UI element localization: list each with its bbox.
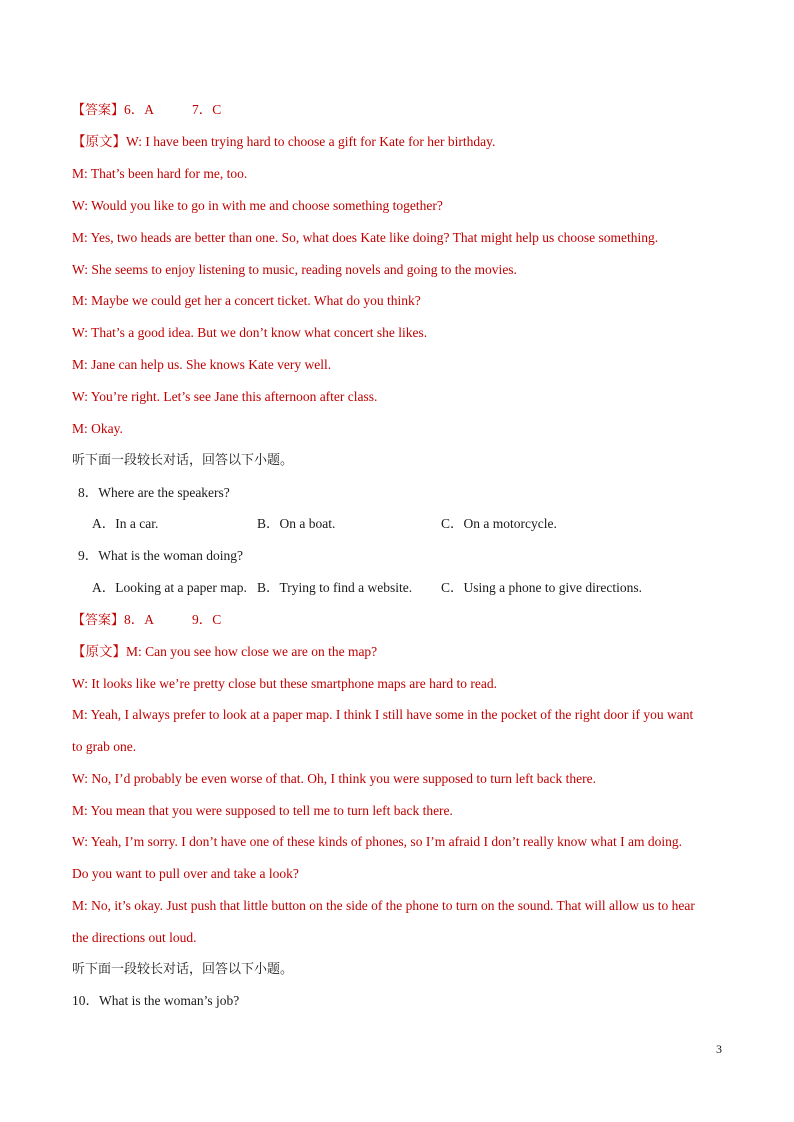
transcript-line: M: No, it’s okay. Just push that little button on the side of the phone to turn on the sound. That will allow us to hear <box>72 898 695 913</box>
transcript-line: Do you want to pull over and take a look? <box>72 866 299 881</box>
answer-9: 9．C <box>192 612 222 627</box>
answer-tag: 【答案】 <box>72 103 125 118</box>
transcript-line: M: Yes, two heads are better than one. So, what does Kate like doing? That might help us choose something. <box>72 230 659 245</box>
option-9b: B．Trying to find a website. <box>257 580 413 595</box>
answer-7: 7．C <box>192 102 222 117</box>
transcript-line: W: She seems to enjoy listening to music, reading novels and going to the movies. <box>72 262 517 277</box>
question-8: 8．Where are the speakers? <box>78 485 230 500</box>
transcript-line: W: Would you like to go in with me and choose something together? <box>72 198 443 213</box>
transcript-line: the directions out loud. <box>72 930 197 945</box>
answer-line-6-7 <box>72 101 221 120</box>
option-9c: C．Using a phone to give directions. <box>441 580 642 595</box>
answer-6: 6．A <box>124 102 155 117</box>
option-8b: B．On a boat. <box>257 516 336 531</box>
transcript-line: W: You’re right. Let’s see Jane this afternoon after class. <box>72 389 378 404</box>
option-8a: A．In a car. <box>92 516 159 531</box>
instruction: 听下面一段较长对话，回答以下小题。 <box>72 453 294 468</box>
instruction: 听下面一段较长对话，回答以下小题。 <box>72 962 294 977</box>
transcript-line: M: Okay. <box>72 421 123 436</box>
answer-tag: 【答案】 <box>72 613 125 628</box>
option-8c: C．On a motorcycle. <box>441 516 557 531</box>
transcript-line: M: Maybe we could get her a concert ticket. What do you think? <box>72 293 421 308</box>
transcript-line: W: No, I’d probably be even worse of that. Oh, I think you were supposed to turn left back there. <box>72 771 596 786</box>
yuanwen-tag: 【原文】 <box>72 644 126 659</box>
transcript-line: W: Yeah, I’m sorry. I don’t have one of these kinds of phones, so I’m afraid I don’t really know what I am doing. <box>72 834 682 849</box>
question-9: 9．What is the woman doing? <box>78 548 243 563</box>
transcript-line: M: That’s been hard for me, too. <box>72 166 248 181</box>
answer-8: 8．A <box>124 612 155 627</box>
question-10: 10．What is the woman’s job? <box>72 993 240 1008</box>
transcript-line: W: It looks like we’re pretty close but these smartphone maps are hard to read. <box>72 676 497 691</box>
page-number: 3 <box>716 1042 722 1056</box>
transcript-line: W: That’s a good idea. But we don’t know what concert she likes. <box>72 325 428 340</box>
yuanwen-tag: 【原文】 <box>72 134 126 149</box>
transcript-line: M: Jane can help us. She knows Kate very well. <box>72 357 332 372</box>
option-9a: A．Looking at a paper map. <box>92 580 247 595</box>
answer-line-8-9 <box>72 611 221 630</box>
transcript-line <box>72 643 377 661</box>
transcript-line: M: Yeah, I always prefer to look at a paper map. I think I still have some in the pocket of the right door if you want <box>72 707 694 722</box>
transcript-text: M: Can you see how close we are on the map? <box>126 644 378 659</box>
transcript-text: W: I have been trying hard to choose a gift for Kate for her birthday. <box>126 134 496 149</box>
transcript-line: to grab one. <box>72 739 137 754</box>
transcript-line <box>72 133 495 151</box>
transcript-line: M: You mean that you were supposed to tell me to turn left back there. <box>72 803 453 818</box>
